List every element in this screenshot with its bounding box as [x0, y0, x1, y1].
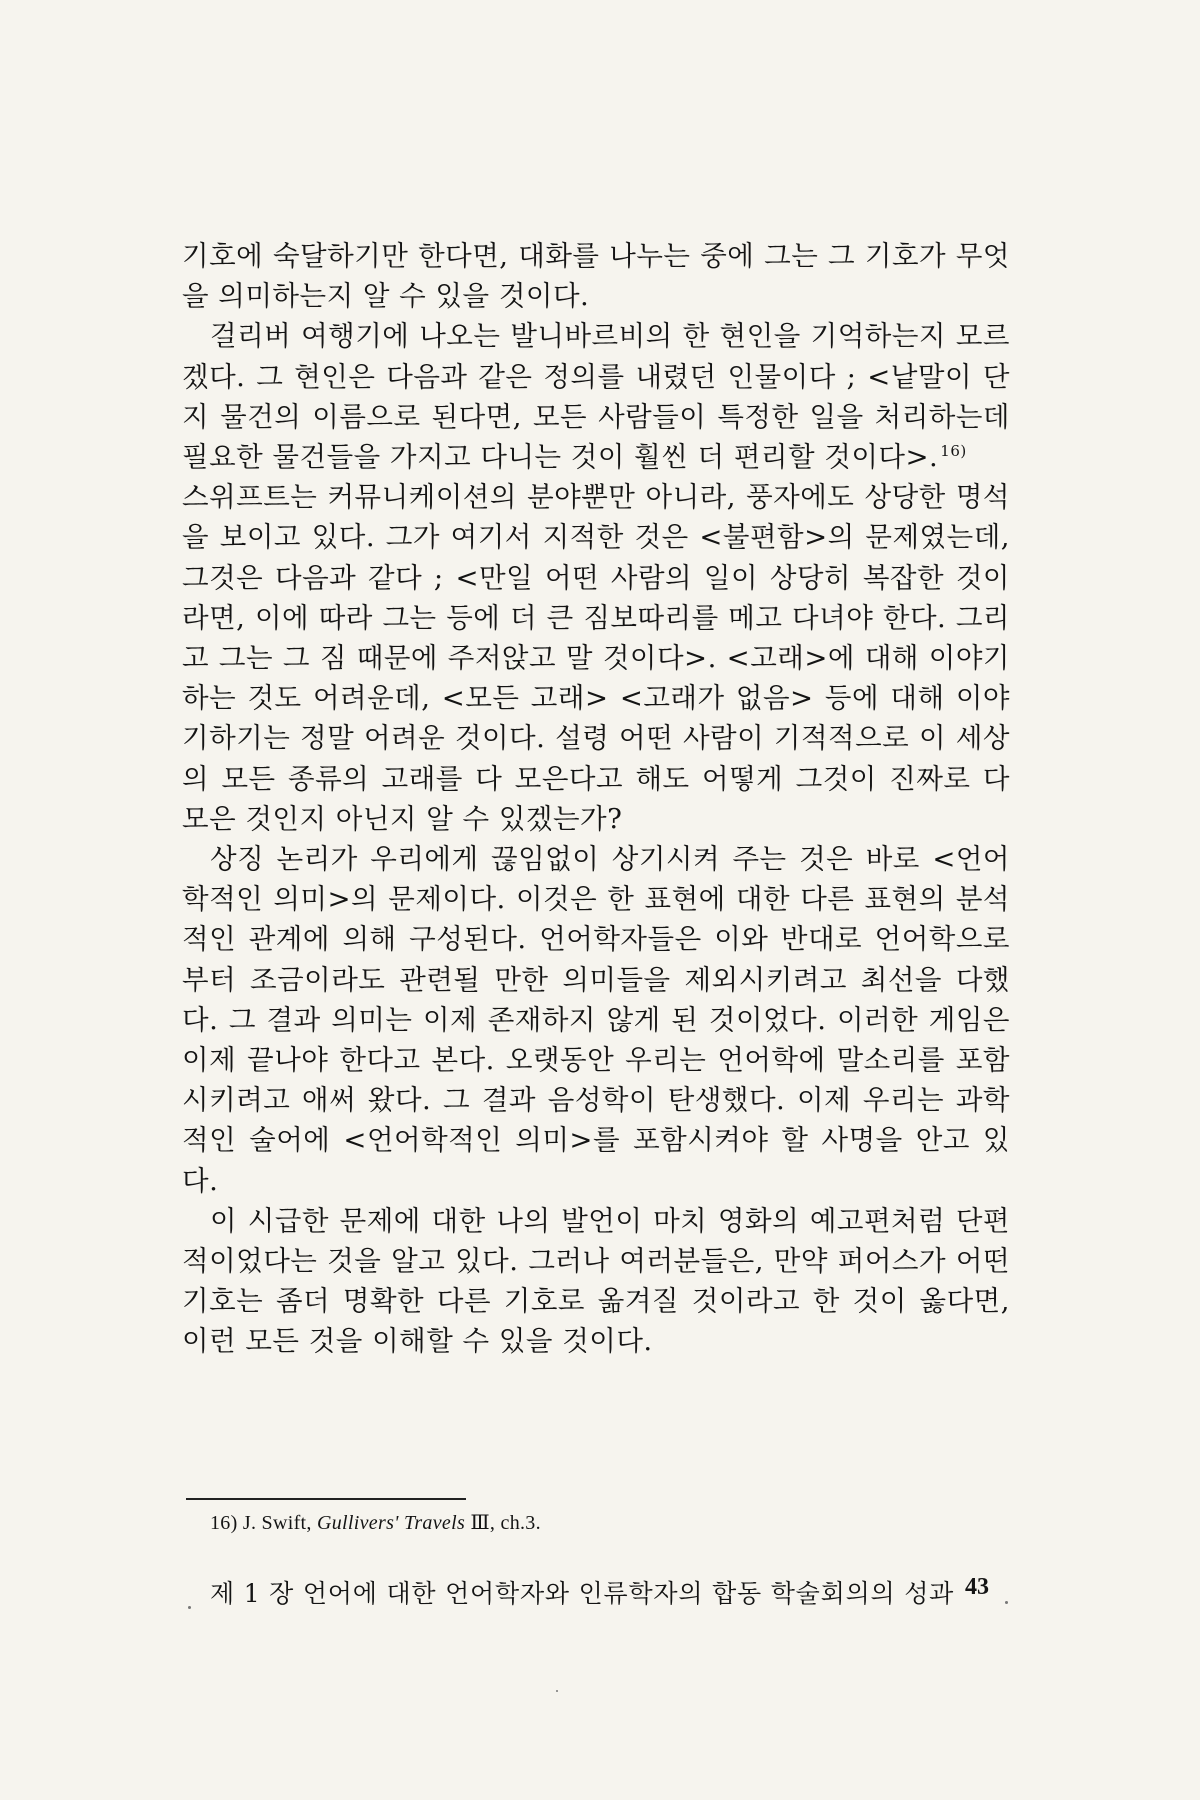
paragraph-text: 기호에 숙달하기만 한다면, 대화를 나누는 중에 그는 그 기호가 무엇을 의미하는지 알 수 있을 것이다.: [182, 240, 1010, 313]
footnote-book-title: Gullivers' Travels: [317, 1512, 466, 1534]
paragraph: [182, 477, 1010, 839]
paragraph: [182, 1201, 1010, 1362]
print-speck: [1005, 1601, 1008, 1604]
print-speck: [188, 1606, 191, 1609]
paragraph-text: 스위프트는 커뮤니케이션의 분야뿐만 아니라, 풍자에도 상당한 명석을 보이고 있다. 그가 여기서 지적한 것은 <불편함>의 문제였는데, 그것은 다음과 같다 ; <만일 어떤 사람의 일이 상당히 복잡한 것이라면, 이에 따라 그는 등에 더 큰 짐보따리를 메고 다녀야 한다. 그리고 그는 그 짐 때문에 주저앉고 말 것이다>. <고래>에 대해 이야기하는 것도 어려운데, <모든 고래> <고래가 없음> 등에 대해 이야기하기는 정말 어려운 것이다. 설령 어떤 사람이 기적적으로 이 세상의 모든 종류의 고래를 다 모은다고 해도 어떻게 그것이 진짜로 다 모은 것인지 아닌지 알 수 있겠는가?: [182, 481, 1010, 835]
paragraph-text: 상징 논리가 우리에게 끊임없이 상기시켜 주는 것은 바로 <언어학적인 의미>의 문제이다. 이것은 한 표현에 대한 다른 표현의 분석적인 관계에 의해 구성된다. 언어학자들은 이와 반대로 언어학으로부터 조금이라도 관련될 만한 의미들을 제외시키려고 최선을 다했다. 그 결과 의미는 이제 존재하지 않게 된 것이었다. 이러한 게임은 이제 끝나야 한다고 본다. 오랫동안 우리는 언어학에 말소리를 포함시키려고 애써 왔다. 그 결과 음성학이 탄생했다. 이제 우리는 과학적인 술어에 <언어학적인 의미>를 포함시켜야 할 사명을 안고 있다.: [182, 843, 1010, 1197]
paragraph-text: 걸리버 여행기에 나오는 발니바르비의 한 현인을 기억하는지 모르겠다. 그 현인은 다음과 같은 정의를 내렸던 인물이다 ; <낱말이 단지 물건의 이름으로 된다면, 모든 사람들이 특정한 일을 처리하는데 필요한 물건들을 가지고 다니는 것이 훨씬 더 편리할 것이다>.: [182, 320, 1010, 474]
print-speck: [556, 1690, 558, 1692]
paragraph: [182, 839, 1010, 1201]
footnote-author: J. Swift,: [242, 1512, 312, 1534]
page-number: 43: [965, 1574, 989, 1600]
footnote-marker: 16): [210, 1512, 238, 1534]
paragraph: [182, 316, 1010, 477]
footnote-chapter: Ⅲ, ch.3.: [470, 1512, 541, 1534]
body-text: [182, 236, 1010, 1362]
footnote: [210, 1510, 541, 1535]
paragraph-text: 이 시급한 문제에 대한 나의 발언이 마치 영화의 예고편처럼 단편적이었다는 것을 알고 있다. 그러나 여러분들은, 만약 퍼어스가 어떤 기호는 좀더 명확한 다른 기호로 옮겨질 것이라고 한 것이 옳다면, 이런 모든 것을 이해할 수 있을 것이다.: [182, 1204, 1010, 1358]
running-footer: 제 1 장 언어에 대한 언어학자와 인류학자의 합동 학술회의의 성과: [210, 1579, 955, 1608]
paragraph: [182, 236, 1010, 316]
footnote-reference: 16): [940, 441, 967, 460]
footnote-divider: [186, 1498, 466, 1500]
